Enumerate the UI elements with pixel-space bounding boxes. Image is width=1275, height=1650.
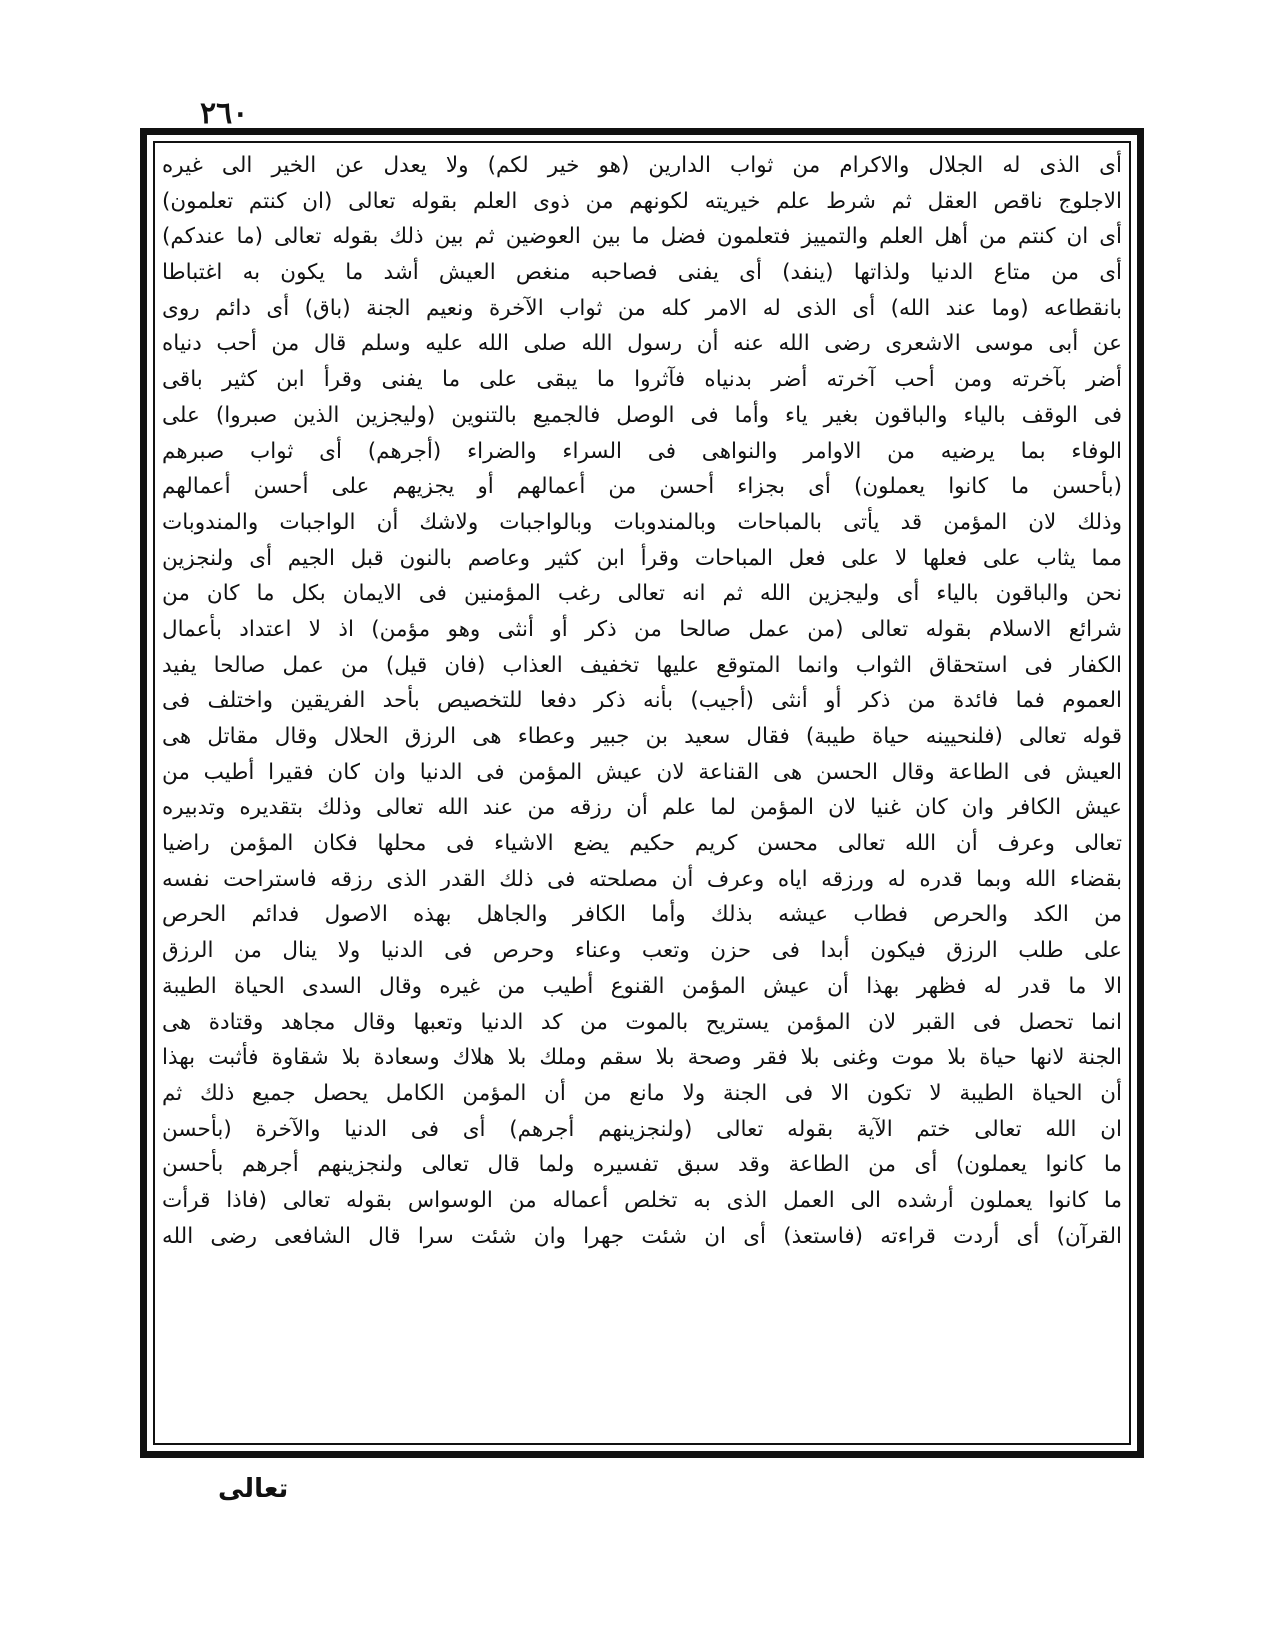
text-line: (بأحسن ما كانوا يعملون) أى بجزاء أحسن من أعمالهم أو يجزيهم على أحسن أعمالهم: [162, 474, 1122, 500]
text-line: مما يثاب على فعلها لا على فعل المباحات وقرأ ابن كثير وعاصم بالنون قبل الجيم أى ولنجزين: [162, 545, 1122, 571]
body-text: [156, 148, 1128, 1438]
text-line: قوله تعالى (فلنحيينه حياة طيبة) فقال سعيد بن جبير وعطاء هى الرزق الحلال وقال مقاتل هى: [162, 724, 1122, 749]
text-line: أى ان كنتم من أهل العلم والتمييز فتعلمون فضل ما بين العوضين ثم بين ذلك بقوله تعالى (ما عندكم): [162, 224, 1122, 250]
text-line: بانقطاعه (وما عند الله) أى الذى له الامر كله من ثواب الآخرة ونعيم الجنة (باق) أى دائم روى: [162, 295, 1122, 321]
text-line: شرائع الاسلام بقوله تعالى (من عمل صالحا من ذكر أو أنثى وهو مؤمن) اذ لا اعتداد بأعمال: [162, 616, 1122, 642]
text-line: الا ما قدر له فظهر بهذا أن عيش المؤمن القنوع أطيب من غيره وقال السدى الحياة الطيبة: [162, 973, 1122, 999]
catchword: تعالى: [218, 1474, 289, 1504]
text-line: أن الحياة الطيبة لا تكون الا فى الجنة ولا مانع من أن المؤمن الكامل يحصل جميع ذلك ثم: [162, 1080, 1122, 1106]
text-line: الوفاء بما يرضيه من الاوامر والنواهى فى السراء والضراء (أجرهم) أى ثواب صبرهم: [162, 438, 1122, 464]
text-line: من الكد والحرص فطاب عيشه بذلك وأما الكافر والجاهل بهذه الاصول فدائم الحرص: [162, 902, 1122, 928]
text-line: نحن والباقون بالياء أى وليجزين الله ثم انه تعالى رغب المؤمنين فى الايمان بكل ما كان من: [162, 581, 1122, 607]
text-line: تعالى وعرف أن الله تعالى محسن كريم حكيم يضع الاشياء فى محلها فكان المؤمن راضيا: [162, 831, 1122, 857]
text-line: الجنة لانها حياة بلا موت وغنى بلا فقر وصحة بلا سقم وملك بلا هلاك وسعادة بلا شقاوة فأثبت بهذا: [162, 1045, 1122, 1071]
text-line: على طلب الرزق فيكون أبدا فى حزن وتعب وعناء وحرص فى الدنيا ولا ينال من الرزق: [162, 938, 1122, 964]
text-line: ما كانوا يعملون أرشده الى العمل الذى به تخلص أعماله من الوسواس بقوله تعالى (فاذا قرأت: [162, 1187, 1122, 1213]
text-line: الكفار فى استحقاق الثواب وانما المتوقع عليها تخفيف العذاب (فان قيل) من عمل صالحا يفيد: [162, 652, 1122, 678]
text-line: وذلك لان المؤمن قد يأتى بالمباحات وبالمندوبات وبالواجبات ولاشك أن الواجبات والمندوبات: [162, 509, 1122, 535]
page-number: ٢٦٠: [200, 96, 249, 131]
text-line: بقضاء الله وبما قدره له ورزقه اياه وعرف أن مصلحته فى ذلك القدر الذى رزقه فاستراحت نفسه: [162, 866, 1122, 892]
text-line: أى الذى له الجلال والاكرام من ثواب الدارين (هو خير لكم) ولا يعدل عن الخير الى غيره: [162, 153, 1122, 178]
text-line: ان الله تعالى ختم الآية بقوله تعالى (ولنجزينهم أجرهم) أى فى الدنيا والآخرة (بأحسن: [162, 1116, 1122, 1142]
text-line: العموم فما فائدة من ذكر أو أنثى (أجيب) بأنه ذكر دفعا للتخصيص بأحد الفريقين واختلف فى: [162, 688, 1122, 714]
text-line: فى الوقف بالياء والباقون بغير ياء وأما فى الوصل فالجميع بالتنوين (وليجزين الذين صبروا) على: [162, 402, 1122, 428]
text-line: العيش فى الطاعة وقال الحسن هى القناعة لان عيش المؤمن فى الدنيا وان كان فقيرا أطيب من: [162, 759, 1122, 785]
text-line: انما تحصل فى القبر لان المؤمن يستريح بالموت من كد الدنيا وتعبها وقال مجاهد وقتادة هى: [162, 1009, 1122, 1035]
text-line: ما كانوا يعملون) أى من الطاعة وقد سبق تفسيره ولما قال تعالى ولنجزينهم أجرهم بأحسن: [162, 1152, 1122, 1178]
text-line: أضر بآخرته ومن أحب آخرته أضر بدنياه فآثروا ما يبقى على ما يفنى وقرأ ابن كثير باقى: [162, 367, 1122, 393]
text-line: عن أبى موسى الاشعرى رضى الله عنه أن رسول الله صلى الله عليه وسلم قال من أحب دنياه: [162, 331, 1122, 357]
text-line: القرآن) أى أردت قراءته (فاستعذ) أى ان شئت جهرا وان شئت سرا قال الشافعى رضى الله: [162, 1223, 1122, 1249]
text-line: عيش الكافر وان كان غنيا لان المؤمن لما علم أن رزقه من عند الله تعالى وذلك بتقديره وتدبيره: [162, 795, 1122, 821]
text-line: أى من متاع الدنيا ولذاتها (ينفد) أى يفنى فصاحبه منغص العيش أشد ما يكون به اغتباطا: [162, 260, 1122, 286]
text-line: الاجلوج ناقص العقل ثم شرط علم خيريته لكونهم من ذوى العلم بقوله تعالى (ان كنتم تعلمون): [162, 188, 1122, 214]
